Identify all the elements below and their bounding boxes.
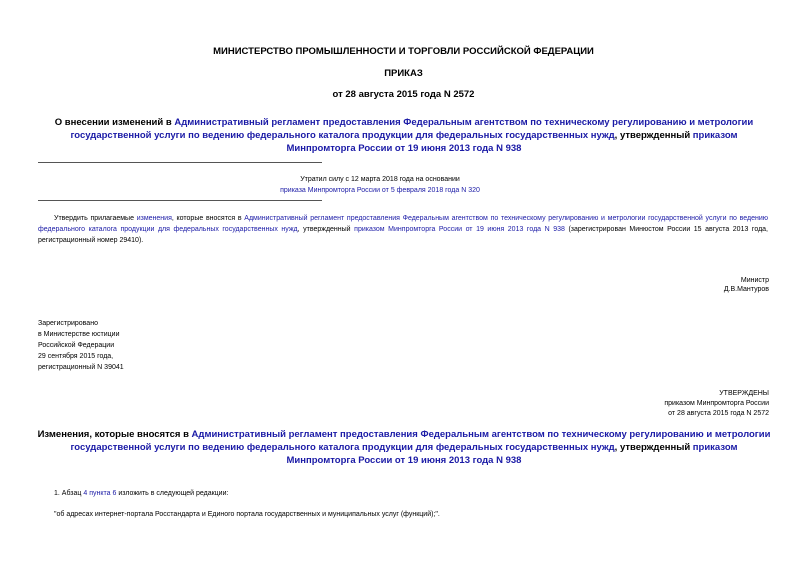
- order-body: [38, 213, 768, 246]
- order-link[interactable]: приказом Минпромторга России от 19 июня 2013 года N 938: [286, 130, 738, 154]
- status-note: [160, 174, 600, 196]
- body-part3: , утвержденный: [297, 226, 355, 233]
- body-part2: , которые вносятся в: [171, 215, 245, 222]
- point-6-link[interactable]: пункта 6: [89, 490, 117, 497]
- signer-name: Д.В.Мантуров: [723, 286, 769, 293]
- registration-line: регистрационный N 39041: [38, 364, 124, 371]
- repeal-order-link[interactable]: приказа Минпромторга России от 5 февраля 2018 года N 320: [280, 187, 480, 194]
- item1-prefix: 1. Абзац: [54, 490, 84, 497]
- approval-line: от 28 августа 2015 года N 2572: [668, 410, 769, 417]
- registration-line: в Министерстве юстиции: [38, 331, 120, 338]
- title-middle: , утвержденный: [614, 130, 693, 141]
- status-line: Утратил силу с 12 марта 2018 года на основании: [300, 176, 460, 183]
- ministry-heading: МИНИСТЕРСТВО ПРОМЫШЛЕННОСТИ И ТОРГОВЛИ РОССИЙСКОЙ ФЕДЕРАЦИИ: [213, 46, 594, 57]
- body-regulation-link[interactable]: Административный регламент предоставления Федеральным агентством по техническому регулированию и метрологии государственной услуги по ведению федерального каталога продукции для федеральных государственных нужд: [38, 215, 768, 233]
- registration-line: 29 сентября 2015 года,: [38, 353, 114, 360]
- signature-block: [724, 276, 769, 294]
- regulation-link[interactable]: Административный регламент предоставления Федеральным агентством по техническому регулированию и метрологии государственной услуги по ведению федерального каталога продукции для федеральных государственных нужд: [70, 117, 754, 141]
- signer-position: Министр: [740, 277, 769, 284]
- approval-line: УТВЕРЖДЕНЫ: [719, 390, 769, 397]
- divider-bottom: [38, 200, 322, 201]
- doc-type-heading: ПРИКАЗ: [384, 68, 423, 79]
- changes-regulation-link[interactable]: Административный регламент предоставления Федеральным агентством по техническому регулированию и метрологии государственной услуги по ведению федерального каталога продукции для федеральных государственных нужд: [70, 429, 771, 453]
- body-order-link[interactable]: приказом Минпромторга России от 19 июня 2013 года N 938: [354, 226, 565, 233]
- change-item-text: "об адресах интернет-портала Росстандарта и Единого портала государственных и муниципальных услуг (функций);".: [54, 511, 440, 518]
- changes-title: [36, 428, 772, 467]
- change-item-1: [54, 490, 228, 497]
- body-part4: (зарегистрирован Минюстом России 15 августа 2013 года, регистрационный номер 29410).: [38, 226, 768, 244]
- registration-line: Зарегистрировано: [38, 320, 98, 327]
- item1-suffix: изложить в следующей редакции:: [116, 490, 229, 497]
- document-title: [36, 116, 772, 155]
- approval-line: приказом Минпромторга России: [664, 400, 769, 407]
- registration-line: Российской Федерации: [38, 342, 115, 349]
- changes-title-middle: , утвержденный: [614, 442, 693, 453]
- paragraph-4-link[interactable]: 4: [83, 490, 88, 497]
- title-prefix: О внесении изменений в: [54, 117, 175, 128]
- doc-date-number: от 28 августа 2015 года N 2572: [332, 89, 475, 100]
- changes-link[interactable]: изменения: [136, 215, 172, 222]
- changes-title-prefix: Изменения, которые вносятся в: [37, 429, 192, 440]
- changes-order-link[interactable]: приказом Минпромторга России от 19 июня 2013 года N 938: [286, 442, 738, 466]
- registration-block: [38, 318, 124, 373]
- divider-top: [38, 162, 322, 163]
- body-part1: Утвердить прилагаемые: [54, 215, 137, 222]
- approval-block: [664, 389, 769, 419]
